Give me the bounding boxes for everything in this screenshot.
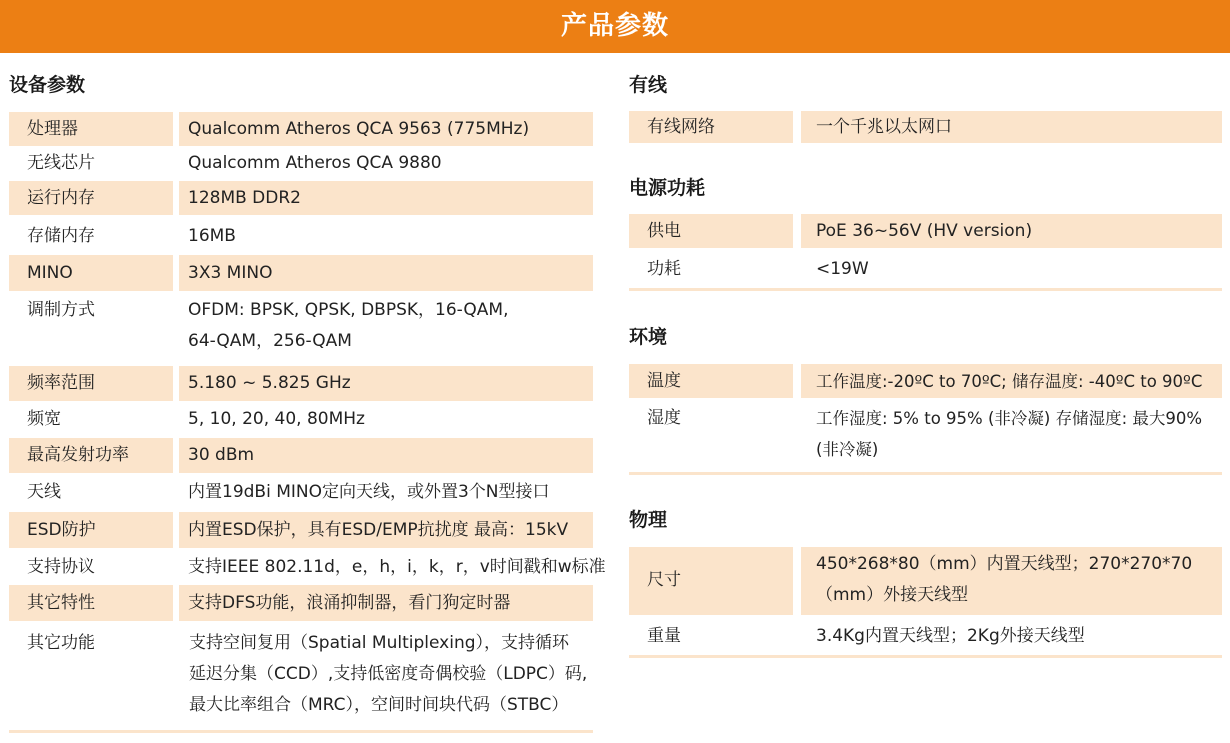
spec-label: 频率范围 (9, 366, 173, 401)
spec-value (179, 625, 593, 731)
spec-row-esd-protection (9, 512, 593, 548)
section-title-power: 电源功耗 (629, 177, 706, 199)
spec-value: 一个千兆以太网口 (801, 111, 1222, 143)
spec-row-bandwidth (9, 402, 593, 437)
spec-label: 支持协议 (27, 557, 95, 577)
spec-value-line: 支持空间复用（Spatial Multiplexing），支持循环 (189, 633, 570, 653)
spec-row-cpu (9, 112, 593, 146)
spec-value: 3X3 MINO (179, 255, 593, 291)
spec-value-line: OFDM: BPSK, QPSK, DBPSK，16-QAM, (188, 300, 509, 320)
spec-row-humidity (629, 401, 1222, 471)
spec-value-line: (非冷凝) (816, 440, 879, 459)
spec-value-line: 450*268*80（mm）内置天线型；270*270*70 (816, 554, 1193, 574)
section-title-physical: 物理 (629, 509, 668, 531)
spec-value: <19W (816, 258, 869, 279)
environment-spec-table (629, 364, 1222, 477)
spec-label: 温度 (629, 364, 793, 398)
spec-label: 频宽 (27, 409, 61, 429)
spec-value: 工作温度:-20ºC to 70ºC; 储存温度: -40ºC to 90ºC (801, 364, 1222, 398)
spec-value: PoE 36~56V (HV version) (801, 214, 1222, 248)
spec-value: 128MB DDR2 (179, 181, 593, 215)
spec-row-wired-network (629, 111, 1222, 143)
spec-value: 16MB (188, 225, 236, 246)
spec-label: 功耗 (647, 258, 681, 279)
spec-value: 5.180 ~ 5.825 GHz (179, 366, 593, 401)
spec-label: 供电 (629, 214, 793, 248)
spec-row-other-features (9, 585, 593, 621)
spec-label: 天线 (27, 482, 61, 502)
spec-row-mino (9, 255, 593, 291)
spec-row-storage (9, 218, 593, 254)
spec-value: 支持DFS功能，浪涌抑制器，看门狗定时器 (179, 585, 593, 621)
spec-label: 运行内存 (9, 181, 173, 215)
spec-label: 无线芯片 (27, 152, 95, 173)
device-spec-table (9, 112, 606, 734)
spec-row-frequency-range (9, 366, 593, 401)
spec-label: 其它功能 (27, 633, 95, 653)
spec-value-line: 64-QAM，256-QAM (188, 331, 352, 351)
spec-label: 最高发射功率 (9, 438, 173, 473)
spec-label: MINO (9, 255, 173, 291)
page-banner-title: 产品参数 (0, 0, 1230, 53)
spec-value (801, 547, 1222, 615)
spec-row-power-consumption (629, 251, 1222, 287)
spec-row-wireless-chip (9, 146, 593, 180)
spec-row-dimensions (629, 547, 1222, 615)
spec-row-temperature (629, 364, 1222, 398)
spec-value: 内置ESD保护，具有ESD/EMP抗扰度 最高：15kV (179, 512, 593, 548)
spec-row-protocols (9, 550, 606, 585)
spec-label: 重量 (647, 625, 681, 646)
spec-label: 其它特性 (9, 585, 173, 621)
table-bottom-rule (629, 655, 1222, 658)
spec-value: Qualcomm Atheros QCA 9880 (188, 152, 442, 173)
section-title-wired: 有线 (629, 74, 668, 96)
spec-value (801, 401, 1222, 471)
spec-value: 3.4Kg内置天线型；2Kg外接天线型 (816, 625, 1085, 646)
section-title-device: 设备参数 (9, 74, 86, 96)
power-spec-table (629, 214, 1222, 294)
spec-label: 有线网络 (629, 111, 793, 143)
section-title-environment: 环境 (629, 326, 668, 348)
spec-row-max-tx-power (9, 438, 593, 473)
spec-value (179, 293, 593, 365)
spec-value: Qualcomm Atheros QCA 9563 (775MHz) (179, 112, 593, 146)
spec-value: 支持IEEE 802.11d，e，h，i，k，r，v时间戳和w标准 (188, 557, 606, 577)
spec-value-line: 最大比率组合（MRC），空间时间块代码（STBC） (189, 695, 569, 715)
spec-row-modulation (9, 293, 593, 365)
wired-spec-table (629, 111, 1222, 147)
spec-label: 处理器 (9, 112, 173, 146)
spec-row-other-functions (9, 625, 593, 731)
spec-value-line: （mm）外接天线型 (816, 585, 969, 605)
spec-value-line: 工作湿度: 5% to 95% (非冷凝) 存储湿度: 最大90% (816, 409, 1203, 428)
spec-label: 调制方式 (27, 300, 95, 320)
spec-row-ram (9, 181, 593, 215)
physical-spec-table (629, 547, 1222, 661)
spec-value: 内置19dBi MINO定向天线，或外置3个N型接口 (188, 482, 550, 502)
spec-value: 5, 10, 20, 40, 80MHz (188, 409, 365, 429)
spec-row-weight (629, 618, 1222, 654)
spec-row-antenna (9, 474, 593, 511)
spec-value: 30 dBm (179, 438, 593, 473)
spec-label: ESD防护 (9, 512, 173, 548)
spec-label: 尺寸 (629, 547, 793, 615)
spec-row-power-supply (629, 214, 1222, 248)
spec-label: 存储内存 (27, 225, 95, 246)
table-bottom-rule (629, 472, 1222, 475)
table-bottom-rule (9, 730, 593, 733)
table-bottom-rule (629, 288, 1222, 291)
spec-label: 湿度 (647, 408, 681, 428)
spec-value-line: 延迟分集（CCD）,支持低密度奇偶校验（LDPC）码, (189, 664, 588, 684)
